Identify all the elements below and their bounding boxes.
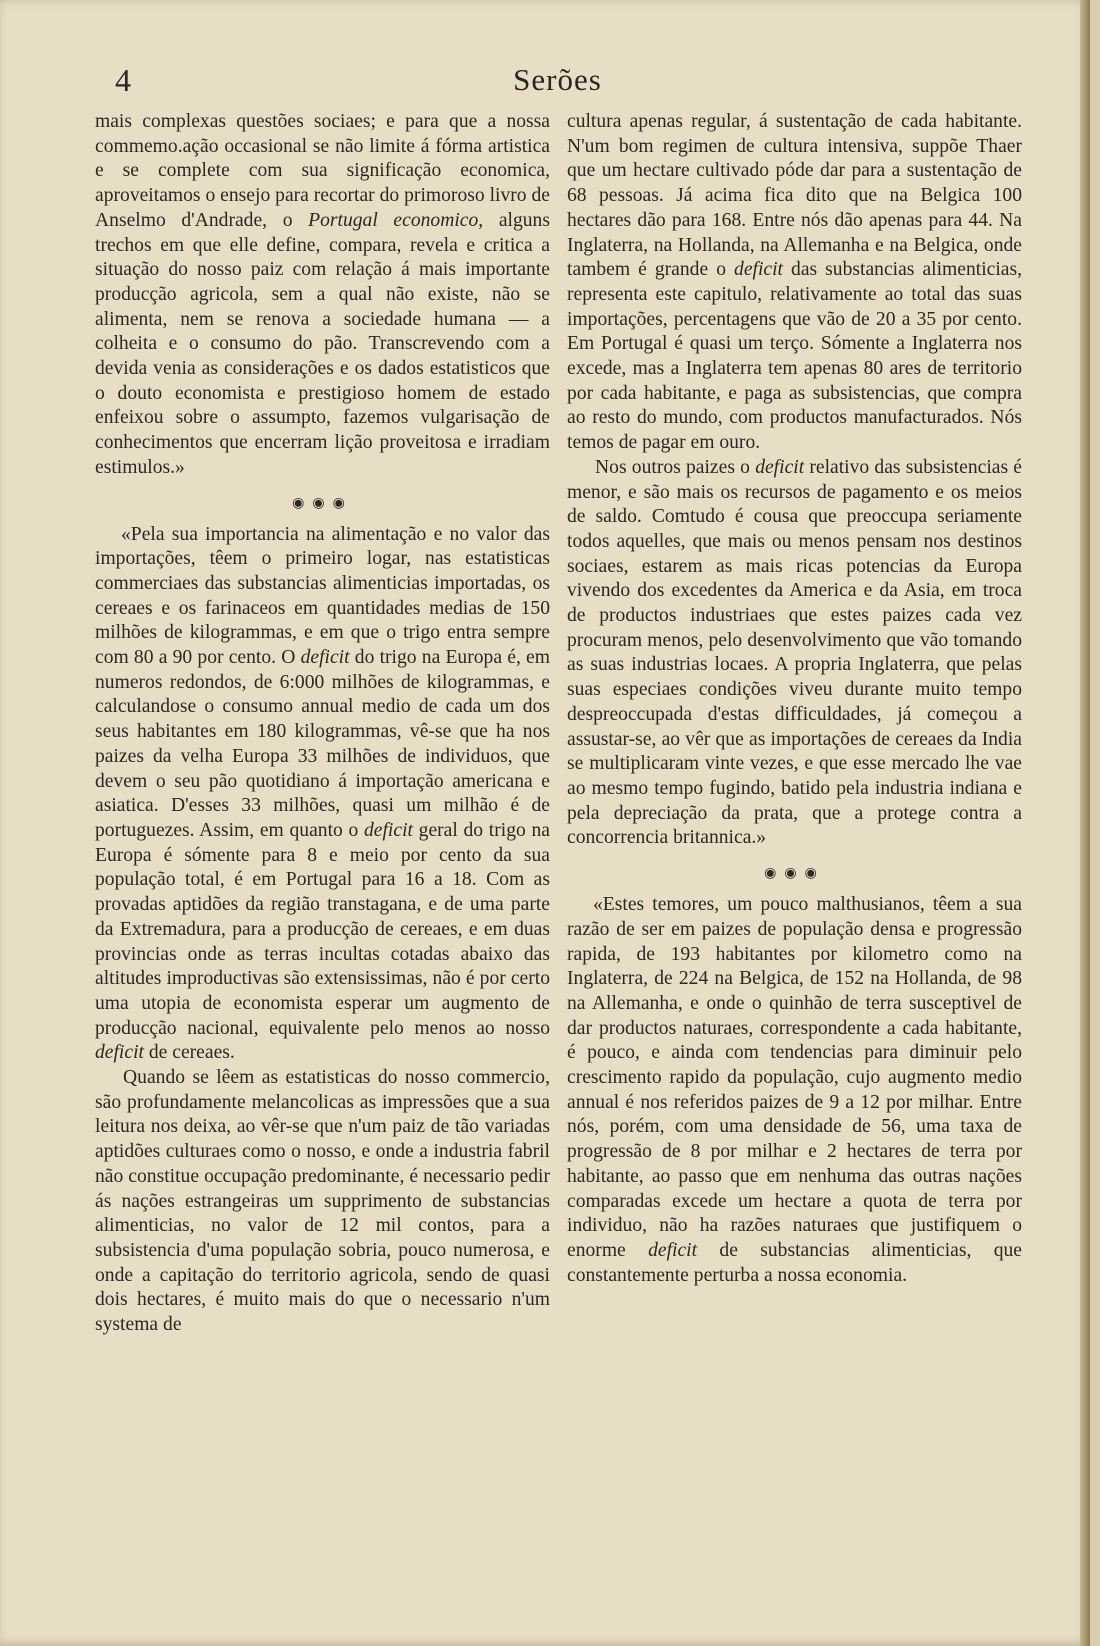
section-ornament — [567, 859, 1022, 889]
page-number: 4 — [115, 62, 131, 98]
ornament-icon: ◉ — [332, 495, 353, 511]
ornament-icon: ◉ — [804, 866, 825, 882]
italic-title: Portugal economico — [308, 209, 479, 231]
paragraph: mais complexas questões sociaes; e para que a nossa commemo.ação occasional se não limite á fórma artistica e se complete com sua significação economica, aproveitamos o ensejo para recortar do primoroso livro de Anselmo d'Andrade, o Portugal economico, alguns trechos em que elle define, compara, revela e critica a situação do nosso paiz com relação á mais importante producção agricola, sem a qual não existe, não se alimenta, nem se renova a sociedade humana — a colheita e o consumo do pão. Transcrevendo com a devida venia as considerações e os dados estatisticos que o douto economista e prestigioso homem de estado enfeixou sobre o assumpto, fazemos vulgarisação de conhecimentos que encerram lição proveitosa e irradiam estimulos.» — [95, 111, 550, 478]
left-column — [95, 110, 550, 1338]
ornament-icon: ◉ — [784, 866, 805, 882]
paragraph: «Estes temores, um pouco malthusianos, têem a sua razão de ser em paizes de população densa e progressão rapida, de 193 habitantes por kilometro como na Inglaterra, de 224 na Belgica, de 152 na Hollanda, de 98 na Allemanha, e onde o quinhão de terra susceptivel de dar productos naturaes, correspondente a cada habitante, é pouco, e ainda com tendencias para diminuir pelo crescimento rapido da população, cujo augmento medio annual é nos referidos paizes de 9 a 12 por milhar. Entre nós, porém, com uma densidade de 56, uma taxa de progressão de 8 por milhar e 2 hectares de terra por habitante, ao passo que em nenhuma das outras nações comparadas excede um hectare a quota de terra por individuo, não ha razões naturaes que justifiquem o enorme deficit de substancias alimenticias, que constantemente perturba a nossa economia. — [567, 894, 1022, 1286]
page-header — [95, 62, 1020, 102]
page-edge — [1080, 0, 1090, 1646]
paragraph: cultura apenas regular, á sustentação de cada habitante. N'um bom regimen de cultura intensiva, suppõe Thaer que um hectare cultivado póde dar para a sustentação de 68 pessoas. Já acima fica dito que na Belgica 100 hectares dão para 168. Entre nós dão apenas para 44. Na Inglaterra, na Hollanda, na Allemanha e na Belgica, onde tambem é grande o deficit das substancias alimenticias, representa este capitulo, relativamente ao total das suas importações, percentagens que vão de 20 a 35 por cento. Em Portugal é quasi um terço. Sómente a Inglaterra nos excede, mas a Inglaterra tem apenas 80 ares de territorio por cada habitante, e paga as subsistencias, que compra ao resto do mundo, com productos manufacturados. Nós temos de pagar em ouro. — [567, 111, 1023, 454]
paragraph: «Pela sua importancia na alimentação e no valor das importações, têem o primeiro logar, nas estatisticas commerciaes das substancias alimenticias importadas, os cereaes e os farinaceos em quantidades medias de 150 milhões de kilogrammas, e em que o trigo entra sempre com 80 a 90 por cento. O deficit do trigo na Europa é, em numeros redondos, de 6:000 milhões de kilogrammas, e calculandose o consumo annual medio de cada um dos seus habitantes em 180 kilogrammas, vê-se que ha nos paizes da velha Europa 33 milhões de individuos, que devem o seu pão quotidiano á importação americana e asiatica. D'esses 33 milhões, quasi um milhão é de portuguezes. Assim, em quanto o deficit geral do trigo na Europa é sómente para 8 e meio por cento da sua população total, é em Portugal para 16 a 18. Com as provadas aptidões da região transtagana, e de uma parte da Extremadura, para a producção de cereaes, e em duas provincias onde as terras incultas cotadas abaixo das altitudes improductivas são extensissimas, não é por certo uma utopia de economista esperar um augmento de producção nacional, equivalente pelo menos ao nosso deficit de cereaes. — [95, 523, 550, 1064]
running-title: Serões — [513, 62, 602, 97]
section-ornament — [95, 489, 550, 519]
right-column — [567, 110, 1022, 1288]
ornament-icon: ◉ — [292, 495, 313, 511]
ornament-icon: ◉ — [764, 866, 785, 882]
paragraph: Quando se lêem as estatisticas do nosso commercio, são profundamente melancolicas as impressões que a sua leitura nos deixa, ao vêr-se que n'um paiz de tão variadas aptidões culturaes como o nosso, e onde a industria fabril não constitue occupação predominante, é necessario pedir ás nações estrangeiras um supprimento de substancias alimenticias, no valor de 12 mil contos, para a subsistencia d'uma população sobria, pouco numerosa, e onde a capitação do territorio agricola, sendo de quasi dois hectares, é muito mais do que o necessario n'um systema de — [95, 1067, 550, 1336]
paragraph: Nos outros paizes o deficit relativo das subsistencias é menor, e são mais os recursos de pagamento e os meios de saldo. Comtudo é cousa que preoccupa seriamente todos aquelles, que mais ou menos pensam nos destinos sociaes, estarem as mais ricas potencias da Europa vivendo dos excedentes da America e da Asia, em troca de productos industriaes que estes paizes cada vez procuram menos, pelo desenvolvimento que vão tomando as suas industrias locaes. A propria Inglaterra, que pelas suas especiaes condições viveu durante muito tempo despreoccupada d'estas difficuldades, já começou a assustar-se, ao vêr que as importações de cereaes da India se multiplicaram vinte vezes, e que esse mercado lhe vae ao mesmo tempo fugindo, batido pela industria indiana e pela depreciação da prata, que a protege contra a concorrencia britannica.» — [567, 456, 1022, 849]
ornament-icon: ◉ — [312, 495, 333, 511]
